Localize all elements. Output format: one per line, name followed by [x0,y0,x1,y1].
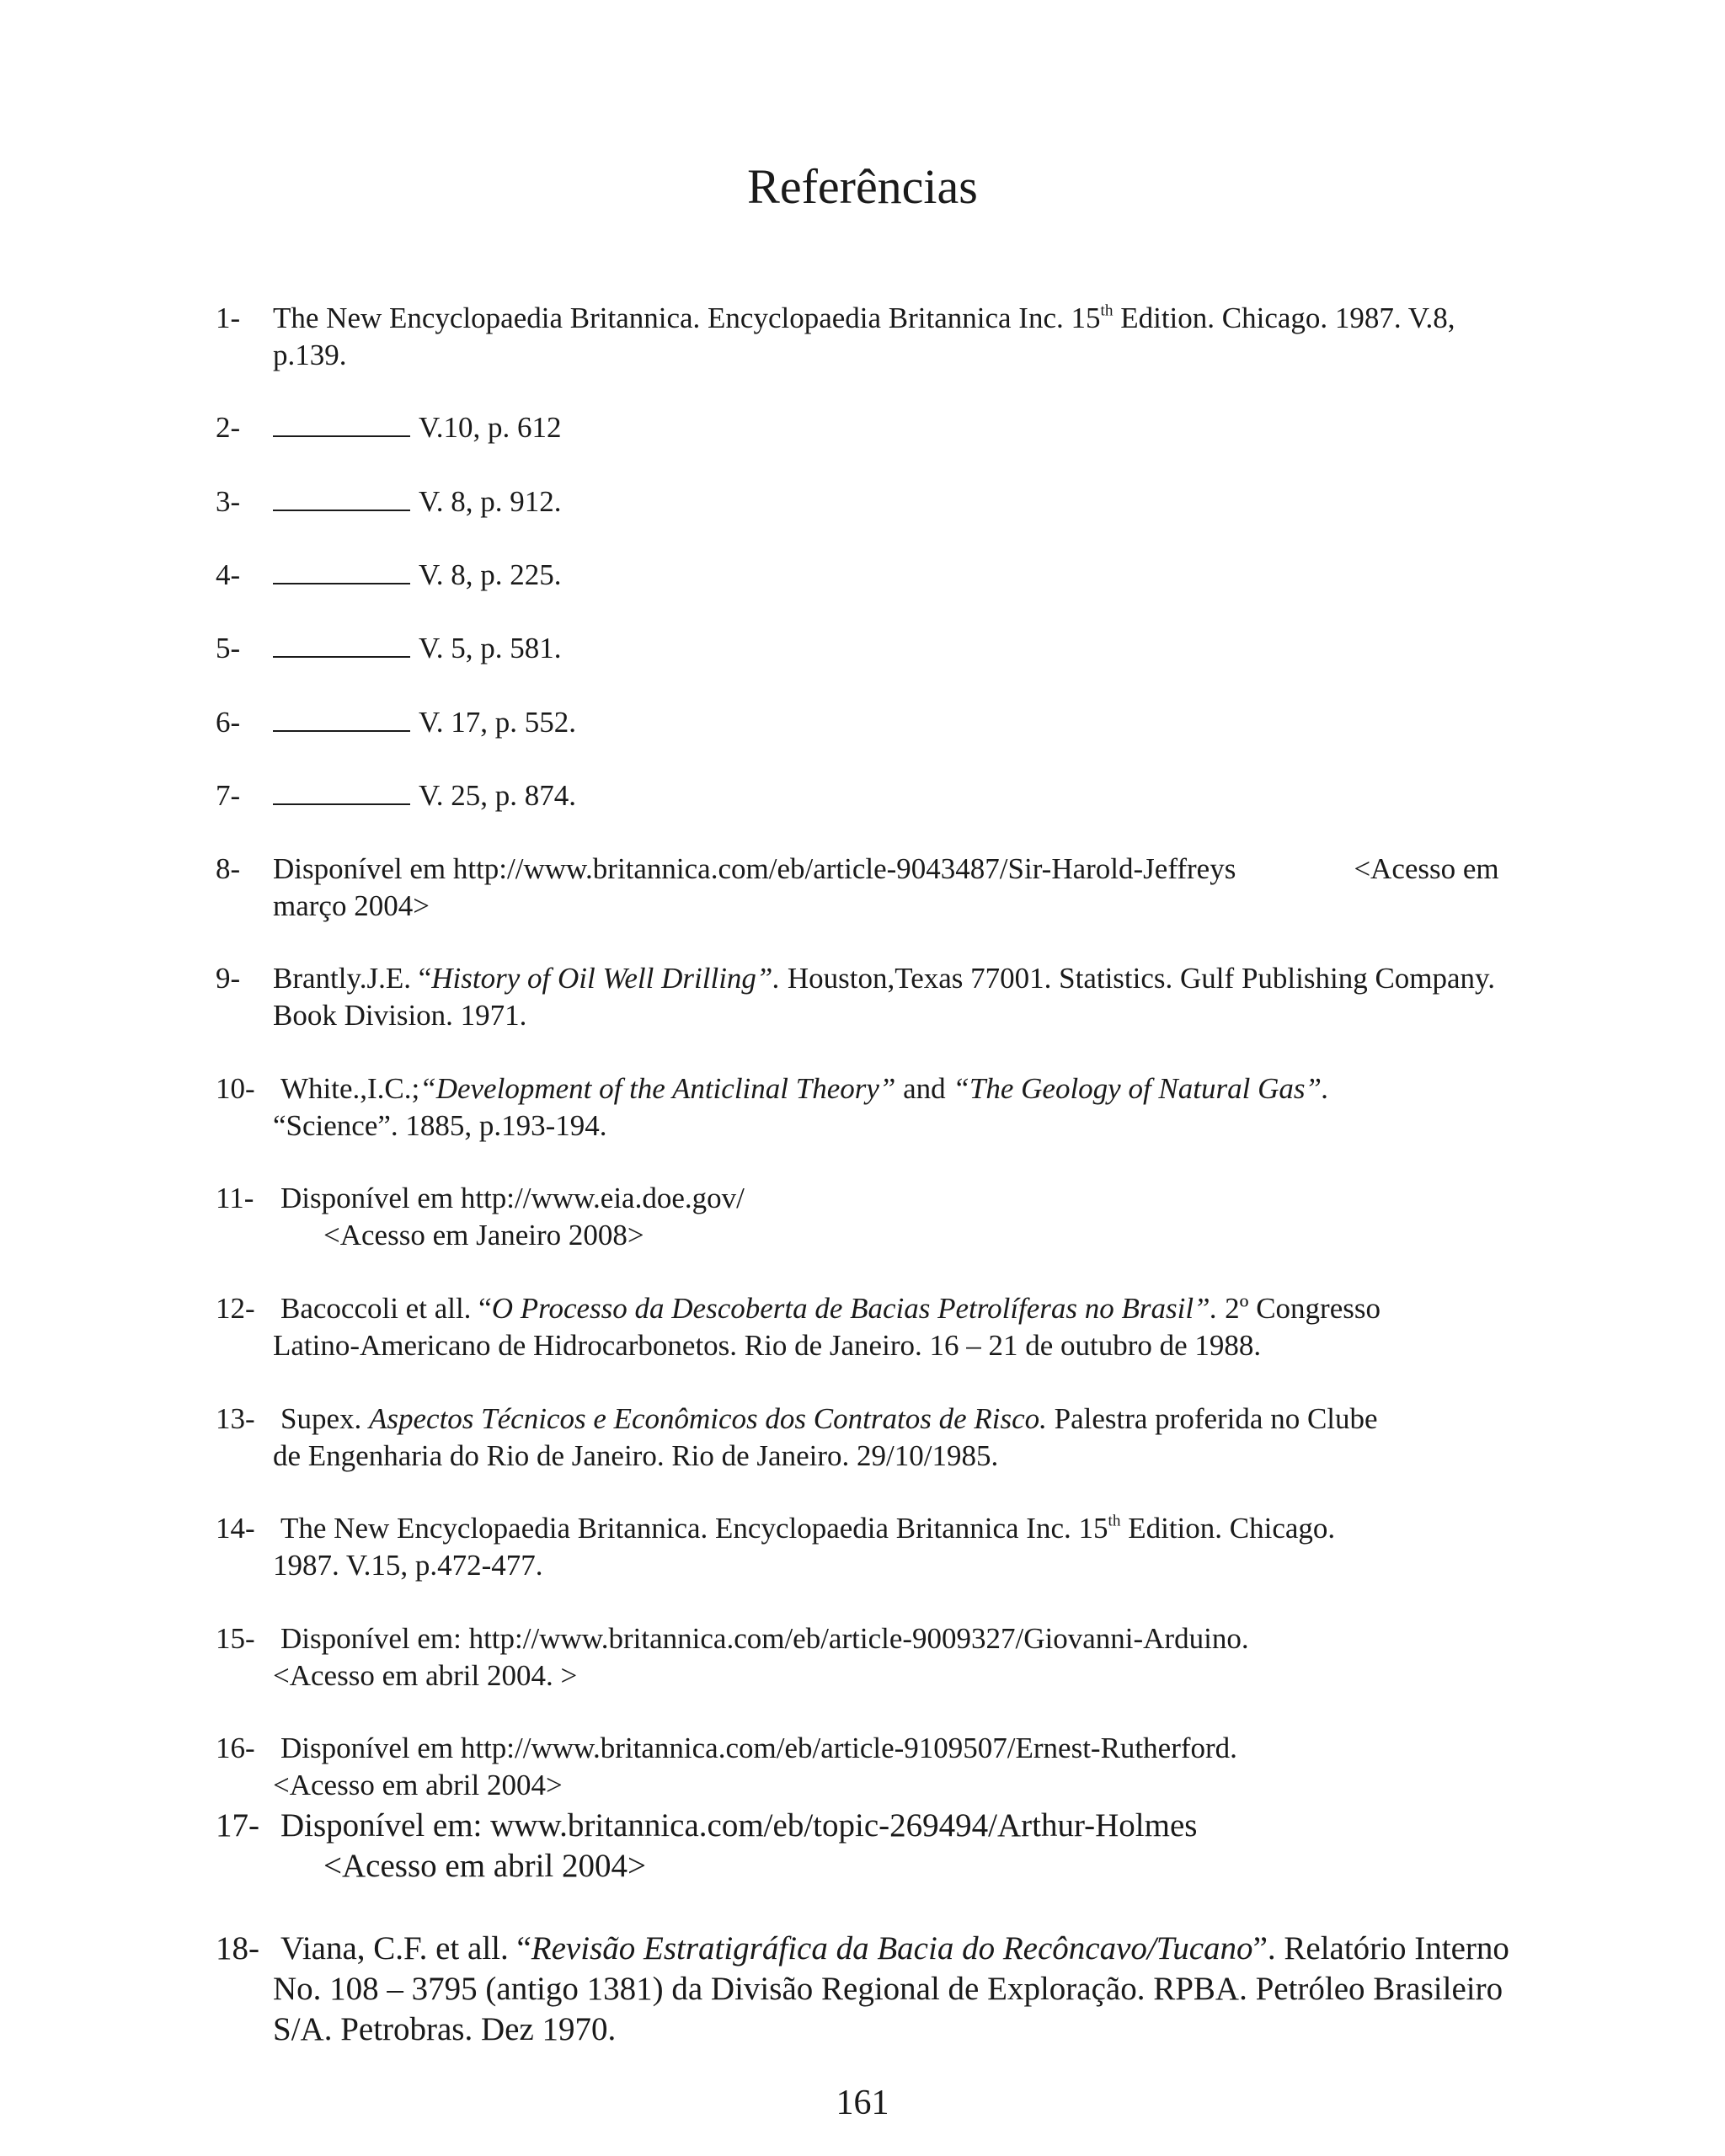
reference-continuation: No. 108 – 3795 (antigo 1381) da Divisão Regional de Exploração. RPBA. Petróleo Brasileiro [273,1971,1503,2007]
reference-url: Disponível em http://www.britannica.com/eb/article-9109507/Ernest-Rutherford. [280,1732,1237,1764]
reference-item-17 [216,1806,1197,1886]
reference-text: Edition. Chicago. 1987. V.8, [1113,302,1455,334]
reference-text: V. 25, p. 874. [419,779,577,812]
reference-item-10 [216,1070,1329,1145]
reference-number: 11- [216,1182,254,1214]
reference-text: White.,I.C.; [280,1072,420,1105]
reference-text: V. 8, p. 225. [419,558,562,591]
reference-number: 5- [216,632,241,664]
reference-item-18 [216,1929,1509,2050]
reference-item-3 [216,483,562,520]
reference-continuation: <Acesso em Janeiro 2008> [323,1219,644,1251]
reference-continuation: p.139. [273,339,347,371]
reference-item-11 [216,1180,745,1254]
ibid-blank-line [273,780,410,805]
ibid-blank-line [273,412,410,437]
reference-item-15 [216,1620,1249,1694]
reference-text: <Acesso em [1354,852,1499,885]
reference-number: 7- [216,779,241,812]
reference-number: 16- [216,1732,255,1764]
reference-number: 14- [216,1512,255,1545]
superscript: th [1100,302,1114,320]
reference-item-8 [216,851,1499,925]
reference-number: 9- [216,962,241,995]
reference-continuation: Latino-Americano de Hidrocarbonetos. Rio de Janeiro. 16 – 21 de outubro de 1988. [273,1329,1262,1362]
reference-continuation: <Acesso em abril 2004. > [273,1659,578,1692]
reference-text: and [895,1072,953,1105]
reference-text: 2º Congresso [1217,1292,1381,1325]
ibid-blank-line [273,707,410,732]
reference-url: Disponível em http://www.eia.doe.gov/ [280,1182,745,1214]
reference-url: Disponível em: http://www.britannica.com/eb/article-9009327/Giovanni-Arduino. [280,1622,1249,1655]
reference-title: History of Oil Well Drilling”. [431,962,781,995]
reference-continuation: S/A. Petrobras. Dez 1970. [273,2011,617,2047]
reference-text: V. 8, p. 912. [419,485,562,518]
reference-item-1 [216,300,1455,374]
reference-item-6 [216,704,576,741]
superscript: th [1108,1512,1121,1530]
reference-item-14 [216,1510,1335,1584]
reference-text: The New Encyclopaedia Britannica. Encyclopaedia Britannica Inc. 15 [273,302,1101,334]
reference-number: 1- [216,302,241,334]
reference-text: Viana, C.F. et all. “ [280,1930,531,1967]
reference-number: 4- [216,558,241,591]
reference-text: Palestra proferida no Clube [1046,1402,1378,1435]
reference-text: V. 5, p. 581. [419,632,562,664]
reference-text: Houston,Texas 77001. Statistics. Gulf Publishing Company. [780,962,1496,995]
reference-item-2 [216,409,562,446]
reference-title: Revisão Estratigráfica da Bacia do Recôncavo/Tucano [531,1930,1253,1967]
ibid-blank-line [273,632,410,658]
reference-url: Disponível em: www.britannica.com/eb/topic-269494/Arthur-Holmes [280,1807,1198,1844]
ibid-blank-line [273,486,410,511]
reference-text: Bacoccoli et all. “ [280,1292,492,1325]
reference-number: 6- [216,706,241,739]
reference-item-7 [216,777,576,814]
reference-number: 13- [216,1402,255,1435]
reference-text: The New Encyclopaedia Britannica. Encyclopaedia Britannica Inc. 15 [280,1512,1108,1545]
reference-item-4 [216,557,562,594]
page-number: 161 [836,2084,889,2122]
reference-text: V. 17, p. 552. [419,706,577,739]
reference-number: 17- [216,1807,259,1844]
ibid-blank-line [273,559,410,584]
reference-title: O Processo da Descoberta de Bacias Petrolíferas no Brasil”. [491,1292,1218,1325]
reference-continuation: 1987. V.15, p.472-477. [273,1549,543,1582]
reference-item-9 [216,960,1495,1034]
reference-item-13 [216,1401,1378,1475]
reference-title: “Development of the Anticlinal Theory” [419,1072,896,1105]
reference-text: Supex. [280,1402,369,1435]
reference-text: Brantly.J.E. “ [273,962,432,995]
reference-text: Edition. Chicago. [1120,1512,1336,1545]
reference-continuation: de Engenharia do Rio de Janeiro. Rio de Janeiro. 29/10/1985. [273,1439,999,1472]
reference-continuation: <Acesso em abril 2004> [273,1769,563,1801]
reference-item-5 [216,630,562,667]
reference-text: ”. Relatório Interno [1252,1930,1509,1967]
reference-number: 18- [216,1930,259,1967]
reference-number: 2- [216,411,241,444]
reference-continuation: Book Division. 1971. [273,999,527,1032]
reference-continuation: <Acesso em abril 2004> [323,1848,646,1884]
reference-url: Disponível em http://www.britannica.com/eb/article-9043487/Sir-Harold-Jeffreys [273,852,1236,885]
reference-number: 3- [216,485,241,518]
reference-item-16 [216,1730,1237,1804]
reference-number: 10- [216,1072,255,1105]
page-title: Referências [747,159,978,214]
reference-title: Aspectos Técnicos e Econômicos dos Contratos de Risco. [369,1402,1047,1435]
reference-item-12 [216,1290,1381,1364]
reference-number: 8- [216,852,241,885]
reference-continuation: “Science”. 1885, p.193-194. [273,1109,607,1142]
reference-text: V.10, p. 612 [419,411,562,444]
reference-number: 15- [216,1622,255,1655]
reference-title: “The Geology of Natural Gas”. [953,1072,1329,1105]
reference-continuation: março 2004> [273,889,430,922]
reference-number: 12- [216,1292,255,1325]
